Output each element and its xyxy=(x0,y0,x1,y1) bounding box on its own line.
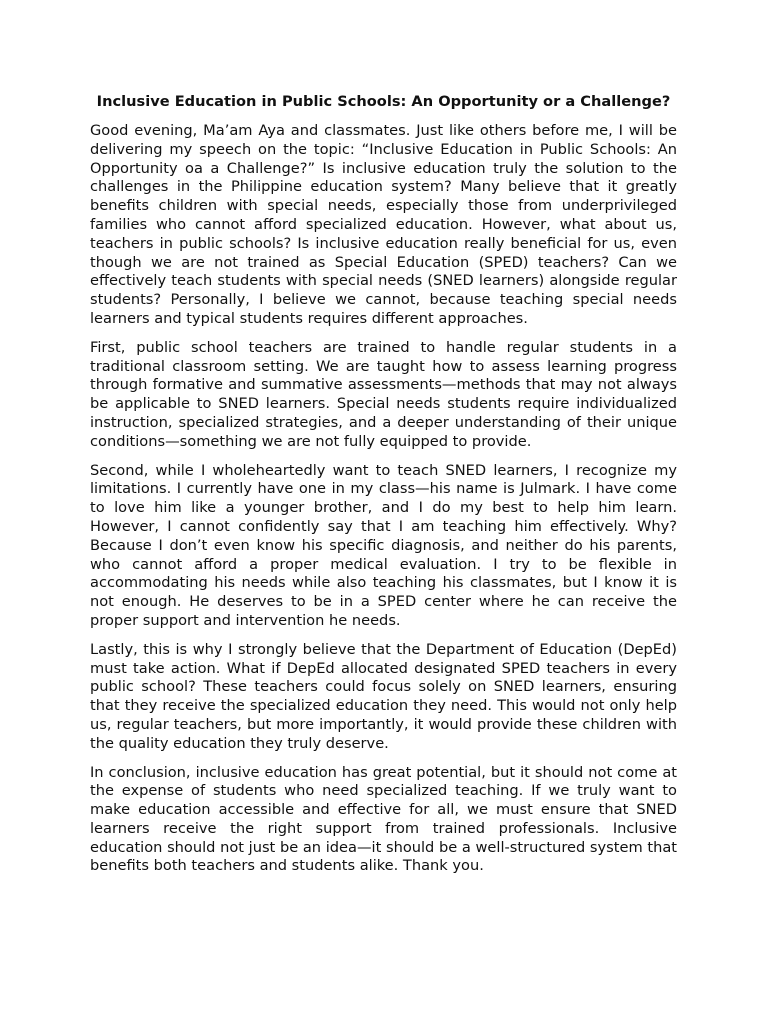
paragraph-second-point: Second, while I wholeheartedly want to teach SNED learners, I recognize my limitations. I currently have one in my class—his name is Julmark. I have come to love him like a younger brother, and I do my best to help him learn. However, I cannot confidently say that I am teaching him effectively. Why? Because I don’t even know his specific diagnosis, and neither do his parents, who cannot afford a proper medical evaluation. I try to be flexible in accommodating his needs while also teaching his classmates, but I know it is not enough. He deserves to be in a SPED center where he can receive the proper support and intervention he needs. xyxy=(90,461,677,629)
document-page xyxy=(90,92,677,886)
paragraph-first-point: First, public school teachers are trained to handle regular students in a traditional classroom setting. We are taught how to assess learning progress through formative and summative assessments—methods that may not always be applicable to SNED learners. Special needs students require individualized instruction, specialized strategies, and a deeper understanding of their unique conditions—something we are not fully equipped to provide. xyxy=(90,338,677,450)
paragraph-third-point: Lastly, this is why I strongly believe that the Department of Education (DepEd) must take action. What if DepEd allocated designated SPED teachers in every public school? These teachers could focus solely on SNED learners, ensuring that they receive the specialized education they need. This would not only help us, regular teachers, but more importantly, it would provide these children with the quality education they truly deserve. xyxy=(90,640,677,752)
paragraph-conclusion: In conclusion, inclusive education has great potential, but it should not come at the expense of students who need specialized teaching. If we truly want to make education accessible and effective for all, we must ensure that SNED learners receive the right support from trained professionals. Inclusive education should not just be an idea—it should be a well-structured system that benefits both teachers and students alike. Thank you. xyxy=(90,763,677,875)
document-title: Inclusive Education in Public Schools: An Opportunity or a Challenge? xyxy=(96,93,671,110)
paragraph-introduction: Good evening, Ma’am Aya and classmates. Just like others before me, I will be delivering my speech on the topic: “Inclusive Education in Public Schools: An Opportunity oa a Challenge?” Is inclusive education truly the solution to the challenges in the Philippine education system? Many believe that it greatly benefits children with special needs, especially those from underprivileged families who cannot afford specialized education. However, what about us, teachers in public schools? Is inclusive education really beneficial for us, even though we are not trained as Special Education (SPED) teachers? Can we effectively teach students with special needs (SNED learners) alongside regular students? Personally, I believe we cannot, because teaching special needs learners and typical students requires different approaches. xyxy=(90,122,677,327)
